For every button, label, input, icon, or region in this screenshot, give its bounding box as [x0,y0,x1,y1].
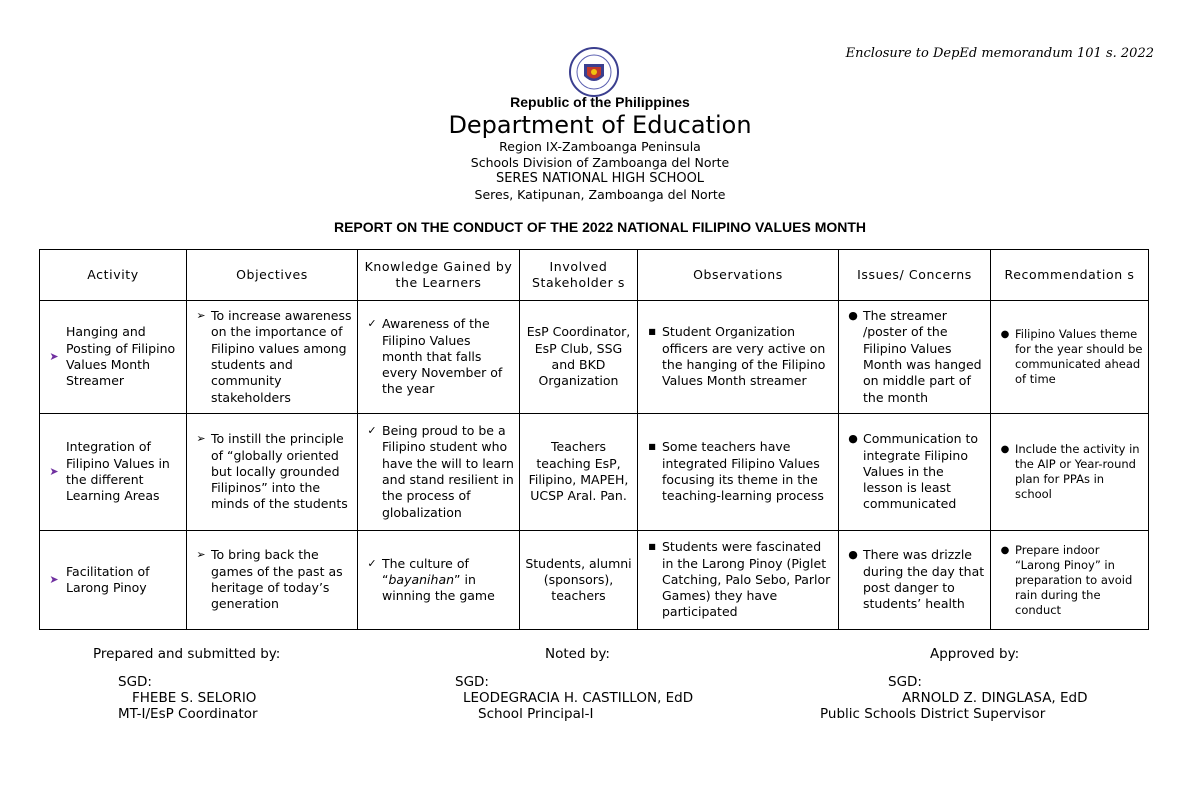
stakeholders-cell: Students, alumni (sponsors), teachers [520,531,638,630]
observation-cell [638,414,839,531]
knowledge-text: Awareness of the Filipino Values month that falls every November of the year [382,316,503,397]
prepared-by-caption: Prepared and submitted by: [93,646,281,662]
sgd-label: SGD: [888,674,922,690]
knowledge-emphasis: bayanihan [388,571,455,587]
dot-bullet-icon: ● [1000,544,1010,556]
knowledge-text-part: The culture of “ [382,555,469,587]
objective-cell [187,531,358,630]
knowledge-text: Being proud to be a Filipino student who have the will to learn and stand resilient in the process of globalization [382,423,514,520]
issue-cell [839,531,991,630]
department-title: Department of Education [448,111,752,139]
square-bullet-icon: ■ [648,327,656,337]
arrow-bullet-icon: ➤ [49,572,59,586]
square-bullet-icon: ■ [648,542,656,552]
recommendation-text: Filipino Values theme for the year should be communicated ahead of time [1015,327,1143,386]
activity-cell [40,301,187,414]
sgd-label: SGD: [118,674,152,690]
knowledge-text [382,556,515,605]
knowledge-cell [358,301,520,414]
school-name: SERES NATIONAL HIGH SCHOOL [495,171,705,186]
report-table [39,249,1149,630]
arrow-bullet-icon: ➤ [49,464,59,478]
deped-seal-icon [568,46,620,98]
check-bullet-icon: ✓ [367,317,377,331]
stakeholders-cell: EsP Coordinator, EsP Club, SSG and BKD Organization [520,301,638,414]
knowledge-text-part: ” in winning the game [382,571,495,604]
header-knowledge: Knowledge Gained by the Learners [358,250,520,301]
recommendation-text: Prepare indoor “Larong Pinoy” in preparation to avoid rain during the conduct [1015,542,1133,617]
table-row [40,414,1149,531]
observation-cell [638,301,839,414]
dot-bullet-icon: ● [1000,329,1010,340]
table-row [40,531,1149,630]
recommendation-cell [991,531,1149,630]
recommendation-text: Include the activity in the AIP or Year-round plan for PPAs in school [1015,442,1140,501]
activity-cell [40,414,187,531]
arrowhead-bullet-icon: ➢ [196,309,206,323]
signatory-position: MT-I/EsP Coordinator [118,706,258,722]
signatory-position: School Principal-I [478,706,594,722]
observation-text: Some teachers have integrated Filipino Values focusing its theme in the teaching-learning process [662,439,824,504]
check-bullet-icon: ✓ [367,424,377,438]
arrowhead-bullet-icon: ➢ [196,432,206,446]
document-header [0,92,1200,203]
arrow-bullet-icon: ➤ [49,349,59,363]
header-objectives: Objectives [187,250,358,301]
issue-cell [839,414,991,531]
recommendation-cell [991,301,1149,414]
dot-bullet-icon: ● [848,309,858,323]
table-row [40,301,1149,414]
approved-signature-block [820,674,1088,722]
square-bullet-icon: ■ [648,442,656,452]
school-address: Seres, Katipunan, Zamboanga del Norte [474,187,726,202]
activity-text: Facilitation of Larong Pinoy [66,563,150,595]
signatory-name: LEODEGRACIA H. CASTILLON, EdD [463,690,694,706]
signatory-position: Public Schools District Supervisor [820,706,1046,722]
noted-signature-block [455,674,693,722]
division-line: Schools Division of Zamboanga del Norte [470,155,730,170]
noted-by-caption: Noted by: [545,646,610,662]
objective-cell [187,414,358,531]
table-header-row [40,250,1149,301]
issue-text: Communication to integrate Filipino Values in the lesson is least communicated [863,431,979,512]
signatory-name: ARNOLD Z. DINGLASA, EdD [902,690,1088,706]
header-recommendations: Recommendation s [991,250,1149,301]
recommendation-cell [991,414,1149,531]
sgd-label: SGD: [455,674,489,690]
dot-bullet-icon: ● [848,432,858,446]
dot-bullet-icon: ● [848,548,858,562]
knowledge-cell [358,531,520,630]
activity-cell [40,531,187,630]
issue-text: The streamer /poster of the Filipino Values Month was hanged on middle part of the month [863,308,982,405]
activity-text: Hanging and Posting of Filipino Values Month Streamer [66,324,176,389]
objective-text: To bring back the games of the past as heritage of today’s generation [211,547,343,612]
objective-cell [187,301,358,414]
stakeholders-cell: Teachers teaching EsP, Filipino, MAPEH, UCSP Aral. Pan. [520,414,638,531]
objective-text: To instill the principle of “globally oriented but locally grounded Filipinos” into the minds of the students [211,431,348,512]
activity-text: Integration of Filipino Values in the different Learning Areas [66,439,170,504]
issue-cell [839,301,991,414]
issue-text: There was drizzle during the day that post danger to students’ health [863,547,985,612]
observation-text: Students were fascinated in the Larong Pinoy (Piglet Catching, Palo Sebo, Parlor Games) they have participated [662,539,831,620]
prepared-signature-block [118,674,258,722]
check-bullet-icon: ✓ [367,556,377,570]
approved-by-caption: Approved by: [930,646,1020,662]
header-issues: Issues/ Concerns [839,250,991,301]
dot-bullet-icon: ● [1000,444,1010,455]
header-activity: Activity [40,250,187,301]
republic-line: Republic of the Philippines [510,94,690,110]
knowledge-cell [358,414,520,531]
header-stakeholders: Involved Stakeholder s [520,250,638,301]
report-title: REPORT ON THE CONDUCT OF THE 2022 NATIONAL FILIPINO VALUES MONTH [333,219,867,235]
observation-text: Student Organization officers are very active on the hanging of the Filipino Values Month streamer [662,324,826,389]
observation-cell [638,531,839,630]
arrowhead-bullet-icon: ➢ [196,548,206,562]
signatory-name: FHEBE S. SELORIO [132,690,257,706]
header-observations: Observations [638,250,839,301]
enclosure-note: Enclosure to DepEd memorandum 101 s. 2022 [845,46,1154,61]
objective-text: To increase awareness on the importance of Filipino values among students and community stakeholders [211,308,352,405]
region-line: Region IX-Zamboanga Peninsula [499,139,701,154]
